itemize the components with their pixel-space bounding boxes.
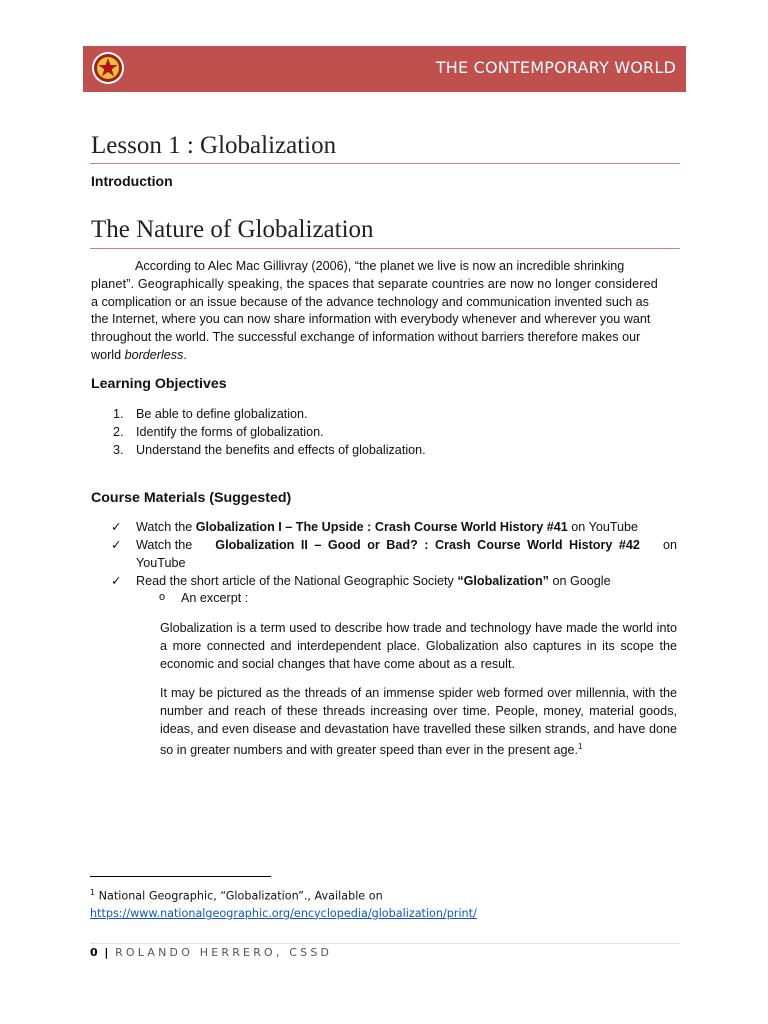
intro-paragraph xyxy=(91,258,677,365)
seal-star-icon xyxy=(91,51,125,85)
list-item xyxy=(91,423,426,441)
footnote-link[interactable]: https://www.nationalgeographic.org/encyclopedia/globalization/print/ xyxy=(90,906,477,920)
item-prefix: Read the short article of the National Geographic Society xyxy=(136,574,458,588)
item-continuation: YouTube xyxy=(136,556,186,570)
article-title: “Globalization” xyxy=(457,574,549,588)
objectives-list xyxy=(91,405,426,459)
footer-divider xyxy=(90,943,680,944)
emphasis-borderless: borderless xyxy=(124,347,184,362)
line6-prefix: world xyxy=(91,347,125,362)
list-item xyxy=(91,405,426,423)
header-title: THE CONTEMPORARY WORLD xyxy=(435,58,676,77)
paragraph-line-6 xyxy=(91,347,677,365)
check-icon: ✓ xyxy=(111,538,122,552)
page-footer xyxy=(90,946,332,959)
excerpt-text: It may be pictured as the threads of an immense spider web formed over millennia, with the number and reach of these threads increasing over time. People, money, material goods, ideas, and even disease and devastation have travelled these silken strands, and have done so in greater numbers and with greater speed than ever in the present age. xyxy=(160,686,677,758)
lesson-title: Lesson 1 : Globalization xyxy=(91,132,337,159)
justified-line xyxy=(136,536,677,554)
item-number: 2. xyxy=(113,425,124,439)
paragraph-line-2: planet”. Geographically speaking, the spaces that separate countries are now no longer considered xyxy=(91,276,658,291)
footer-separator: | xyxy=(104,946,109,959)
video-title: Globalization II – Good or Bad? : Crash Course World History #42 xyxy=(215,538,640,552)
circle-bullet-icon: o xyxy=(159,591,166,603)
paragraph-line-1: According to Alec Mac Gillivray (2006), “the planet we live is now an incredible shrinking xyxy=(135,259,625,273)
title-divider xyxy=(90,163,680,164)
footnote xyxy=(90,884,477,922)
list-item xyxy=(91,572,677,590)
check-icon: ✓ xyxy=(111,574,122,588)
paragraph-line-4: the Internet, where you can now share information with everybody whenever and wherever you want xyxy=(91,312,651,327)
item-prefix: Watch the xyxy=(136,538,193,552)
item-suffix: on YouTube xyxy=(567,520,639,534)
footnote-text: National Geographic, “Globalization”., Available on xyxy=(95,889,383,903)
check-icon: ✓ xyxy=(111,520,122,534)
excerpt-paragraph-2 xyxy=(160,685,677,760)
item-number: 1. xyxy=(113,407,124,421)
item-text: Identify the forms of globalization. xyxy=(136,425,324,439)
introduction-label: Introduction xyxy=(91,173,173,189)
document-header xyxy=(83,46,686,92)
objectives-heading: Learning Objectives xyxy=(91,376,227,392)
sub-item-text: An excerpt : xyxy=(181,591,249,605)
item-suffix: on Google xyxy=(548,574,611,588)
footnote-marker: 1 xyxy=(90,888,96,897)
materials-heading: Course Materials (Suggested) xyxy=(91,490,292,506)
item-number: 3. xyxy=(113,443,124,457)
paragraph-line xyxy=(91,258,677,276)
item-prefix: Watch the xyxy=(136,520,196,534)
footnote-divider xyxy=(90,876,271,877)
list-item xyxy=(91,441,426,459)
item-text: Be able to define globalization. xyxy=(136,407,308,421)
excerpt-paragraph-1: Globalization is a term used to describe how trade and technology have made the world into a more connected and interdependent place. Globalization also captures in its scope the economic and social changes that have come about as a result. xyxy=(160,621,677,671)
item-suffix: on xyxy=(662,538,677,552)
line6-suffix: . xyxy=(183,347,187,362)
page-number: 0 xyxy=(90,946,98,959)
sub-list-item xyxy=(160,591,248,605)
list-item xyxy=(91,518,677,536)
section-title: The Nature of Globalization xyxy=(91,216,374,243)
paragraph-line-5: throughout the world. The successful exchange of information without barriers therefore makes our xyxy=(91,330,641,345)
paragraph-line-3: a complication or an issue because of the advance technology and communication invented such as xyxy=(91,294,649,309)
video-title: Globalization I – The Upside : Crash Course World History #41 xyxy=(195,520,568,534)
footer-author: ROLANDO HERRERO, CSSD xyxy=(108,946,333,959)
list-item xyxy=(91,536,677,572)
footnote-ref[interactable]: 1 xyxy=(577,742,583,752)
materials-list xyxy=(91,518,677,590)
item-text: Understand the benefits and effects of globalization. xyxy=(136,443,426,457)
section-divider xyxy=(90,248,680,249)
